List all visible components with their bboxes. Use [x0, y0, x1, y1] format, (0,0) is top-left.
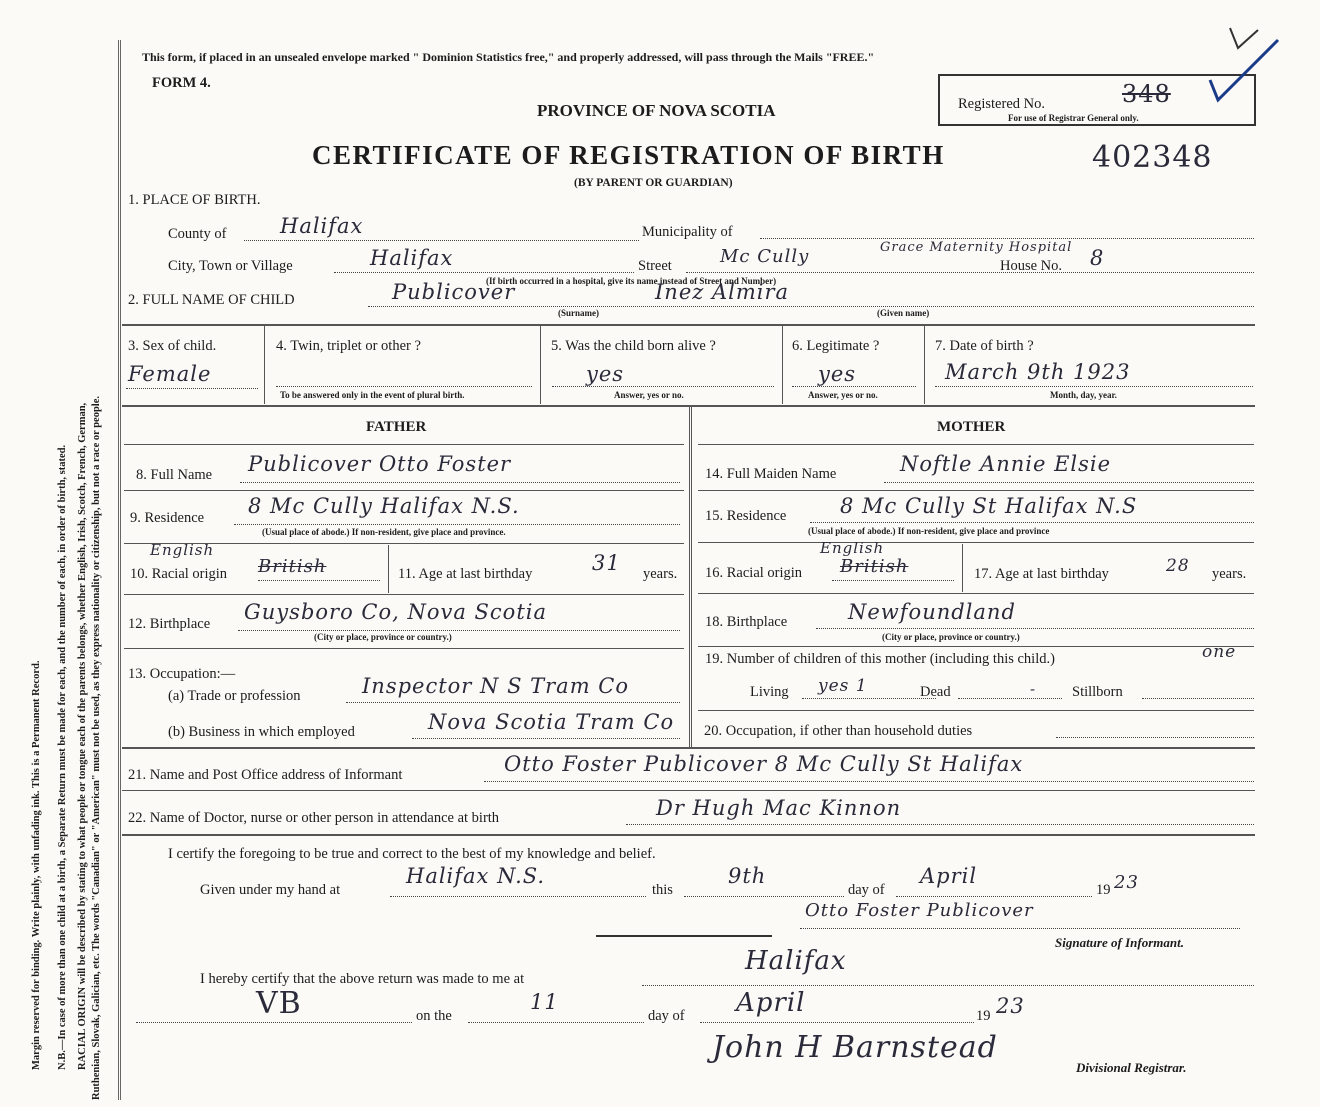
checkmark-icon: [1200, 20, 1290, 110]
mother-occupation-line: [1056, 737, 1254, 738]
surname-caption: (Surname): [558, 308, 599, 318]
divider-a: [264, 326, 265, 404]
reg-day-value: 11: [530, 990, 559, 1014]
registrar-caption: Divisional Registrar.: [1076, 1060, 1187, 1075]
mother-racial-struck: British: [840, 556, 909, 577]
reg-year-prefix: 19: [976, 1008, 991, 1024]
on-the-label: on the: [416, 1008, 452, 1024]
mother-children-value: one: [1202, 642, 1237, 662]
alive-label: 5. Was the child born alive ?: [551, 338, 716, 354]
dob-value: March 9th 1923: [945, 360, 1131, 384]
mother-residence-line: [810, 522, 1254, 523]
sex-label: 3. Sex of child.: [128, 338, 217, 354]
parents-divider: [689, 407, 692, 747]
father-name-line: [240, 482, 680, 483]
father-years-label: years.: [643, 566, 678, 582]
registrar-initials: VB: [256, 986, 302, 1021]
mother-heading: MOTHER: [937, 419, 1006, 435]
mother-living-value: yes 1: [818, 676, 868, 696]
father-rule-1: [124, 490, 684, 491]
father-business-value: Nova Scotia Tram Co: [428, 710, 675, 734]
mother-name-line: [884, 482, 1254, 483]
father-birthplace-label: 12. Birthplace: [128, 616, 211, 632]
margin-note-racial-2: Ruthenian, Slovak, Galician, etc. The words "Canadian" or "American" must not be used, as they express nationality or citizenship, but not a race or people.: [91, 395, 102, 1100]
mother-heading-rule: [698, 444, 1254, 445]
father-age-divider: [388, 545, 389, 593]
mother-racial-label: 16. Racial origin: [705, 565, 803, 581]
mother-birthplace-line: [816, 628, 1254, 629]
reg-year-value: 23: [996, 994, 1025, 1018]
margin-note-binding: Margin reserved for binding. Write plainly, with unfading ink. This is a Permanent Record.: [31, 660, 42, 1070]
twin-note: To be answered only in the event of plural birth.: [280, 390, 465, 400]
mother-racial-value: English: [820, 539, 885, 557]
mother-rule-3: [698, 593, 1254, 594]
dob-note: Month, day, year.: [1050, 390, 1117, 400]
day-line: [684, 896, 844, 897]
reg-month-line: [700, 1022, 974, 1023]
child-given-name: Inez Almira: [655, 280, 790, 304]
divider-c: [782, 326, 783, 404]
mother-residence-value: 8 Mc Cully St Halifax N.S: [840, 494, 1138, 518]
mother-name-label: 14. Full Maiden Name: [705, 466, 837, 482]
father-residence-value: 8 Mc Cully Halifax N.S.: [248, 494, 520, 518]
legitimate-line: [792, 386, 916, 387]
given-name-caption: (Given name): [877, 308, 930, 318]
child-name-line: [368, 306, 1254, 307]
father-trade-line: [346, 702, 680, 703]
father-business-line: [412, 738, 680, 739]
mother-dead-line: [958, 698, 1062, 699]
registrar-note: For use of Registrar General only.: [1008, 113, 1139, 123]
father-racial-struck: British: [258, 556, 327, 577]
father-age-value: 31: [592, 551, 621, 575]
form-number: FORM 4.: [152, 75, 211, 91]
county-value: Halifax: [280, 214, 364, 238]
reg-month-value: April: [736, 988, 806, 1018]
informant-label: 21. Name and Post Office address of Informant: [128, 767, 403, 783]
registrar-statement: I hereby certify that the above return was made to me at: [200, 971, 525, 987]
province-title: PROVINCE OF NOVA SCOTIA: [537, 101, 776, 120]
father-age-label: 11. Age at last birthday: [398, 566, 533, 582]
certificate-title: CERTIFICATE OF REGISTRATION OF BIRTH: [312, 140, 945, 170]
father-heading-rule: [124, 444, 684, 445]
alive-value: yes: [586, 362, 625, 386]
street-value: Mc Cully: [720, 246, 810, 267]
initials-line: [136, 1022, 412, 1023]
mother-age-label: 17. Age at last birthday: [974, 566, 1109, 582]
mother-rule-5: [698, 710, 1254, 711]
informant-signature: Otto Foster Publicover: [805, 900, 1034, 921]
father-trade-value: Inspector N S Tram Co: [362, 674, 630, 698]
month-line: [896, 896, 1092, 897]
mother-birthplace-value: Newfoundland: [848, 600, 1016, 624]
registrar-place: Halifax: [745, 946, 847, 976]
mother-name-value: Noftle Annie Elsie: [900, 452, 1112, 476]
house-label: House No.: [1000, 258, 1063, 274]
father-racial-value: English: [150, 541, 215, 559]
informant-value: Otto Foster Publicover 8 Mc Cully St Halifax: [504, 752, 1024, 776]
mother-residence-note: (Usual place of abode.) If non-resident, give place and province: [808, 526, 1050, 536]
given-under-hand-label: Given under my hand at: [200, 882, 341, 898]
twin-line: [276, 386, 532, 387]
given-place-value: Halifax N.S.: [406, 864, 546, 888]
year-value: 23: [1114, 872, 1139, 893]
father-trade-label: (a) Trade or profession: [168, 688, 301, 704]
year-prefix: 19: [1096, 882, 1111, 898]
rule-5: [122, 834, 1255, 836]
registered-value: 348: [1122, 80, 1171, 108]
legitimate-note: Answer, yes or no.: [808, 390, 878, 400]
mother-birthplace-note: (City or place, province or country.): [882, 632, 1020, 642]
city-line: [334, 272, 634, 273]
registered-label: Registered No.: [958, 96, 1045, 112]
mother-living-label: Living: [750, 684, 789, 700]
street-line: [686, 272, 1254, 273]
father-racial-label: 10. Racial origin: [130, 566, 228, 582]
father-residence-note: (Usual place of abode.) If non-resident, give place and province.: [262, 527, 506, 537]
sex-value: Female: [128, 362, 212, 386]
margin-rule: [118, 40, 121, 1100]
margin-note-nb: N.B.—In case of more than one child at a birth, a Separate Return must be made for each, and the number of each, in order of birth, stated.: [57, 444, 68, 1070]
mother-stillborn-label: Stillborn: [1072, 684, 1123, 700]
county-label: County of: [168, 226, 227, 242]
father-residence-line: [234, 524, 680, 525]
mother-age-divider: [962, 544, 963, 592]
house-value: 8: [1090, 246, 1105, 270]
city-label: City, Town or Village: [168, 258, 293, 274]
reg-day-of-label: day of: [648, 1008, 685, 1024]
mother-racial-line: [832, 580, 954, 581]
hospital-note: (If birth occurred in a hospital, give its name instead of Street and Number): [486, 276, 777, 286]
sex-line: [126, 388, 258, 389]
registrar-place-line: [642, 985, 1254, 986]
father-occupation-label: 13. Occupation:—: [128, 666, 236, 682]
city-value: Halifax: [370, 246, 454, 270]
father-birthplace-value: Guysboro Co, Nova Scotia: [244, 600, 547, 624]
short-rule: [596, 935, 772, 937]
father-rule-3: [124, 594, 684, 595]
father-residence-label: 9. Residence: [130, 510, 205, 526]
mother-dead-value: -: [1030, 680, 1037, 698]
reg-day-line: [468, 1022, 644, 1023]
father-birthplace-note: (City or place, province or country.): [314, 632, 452, 642]
mother-living-line: [802, 698, 936, 699]
mother-stillborn-line: [1142, 698, 1254, 699]
certificate-subtitle: (BY PARENT OR GUARDIAN): [574, 177, 733, 189]
father-racial-line: [258, 580, 380, 581]
alive-line: [552, 386, 774, 387]
father-name-label: 8. Full Name: [136, 467, 213, 483]
mother-rule-1: [698, 490, 1254, 491]
mother-rule-2: [698, 542, 1254, 543]
day-of-label: day of: [848, 882, 885, 898]
place-of-birth-label: 1. PLACE OF BIRTH.: [128, 192, 261, 208]
county-line: [244, 240, 639, 241]
legitimate-label: 6. Legitimate ?: [792, 338, 880, 354]
father-name-value: Publicover Otto Foster: [248, 452, 512, 476]
mother-years-label: years.: [1212, 566, 1247, 582]
father-heading: FATHER: [366, 419, 427, 435]
mailing-notice: This form, if placed in an unsealed envelope marked " Dominion Statistics free," and properly addressed, will pass through the Mails "FREE.": [142, 50, 875, 64]
rule-3: [122, 747, 1255, 749]
mother-occupation-label: 20. Occupation, if other than household duties: [704, 723, 973, 739]
given-place-line: [390, 896, 646, 897]
father-rule-4: [124, 648, 684, 649]
mother-rule-4: [698, 646, 1254, 647]
divider-b: [540, 326, 541, 404]
legitimate-value: yes: [818, 362, 857, 386]
father-birthplace-line: [238, 630, 680, 631]
child-surname: Publicover: [392, 280, 516, 304]
divider-d: [924, 326, 925, 404]
municipality-line: [760, 238, 1254, 239]
mother-children-label: 19. Number of children of this mother (including this child.): [705, 651, 1055, 667]
twin-label: 4. Twin, triplet or other ?: [276, 338, 421, 354]
mother-age-value: 28: [1166, 556, 1190, 576]
month-value: April: [920, 864, 978, 888]
informant-line: [484, 781, 1254, 782]
day-value: 9th: [728, 864, 767, 888]
signature-caption: Signature of Informant.: [1055, 935, 1184, 950]
rule-4: [122, 790, 1255, 791]
doctor-value: Dr Hugh Mac Kinnon: [656, 796, 902, 820]
mother-residence-label: 15. Residence: [705, 508, 787, 524]
rule-1: [122, 324, 1255, 326]
child-name-label: 2. FULL NAME OF CHILD: [128, 292, 295, 308]
doctor-label: 22. Name of Doctor, nurse or other person in attendance at birth: [128, 810, 500, 826]
dob-label: 7. Date of birth ?: [935, 338, 1034, 354]
doctor-line: [626, 824, 1254, 825]
mother-birthplace-label: 18. Birthplace: [705, 614, 788, 630]
certify-statement: I certify the foregoing to be true and correct to the best of my knowledge and belief.: [168, 846, 656, 862]
this-label: this: [652, 882, 673, 898]
registrar-signature: John H Barnstead: [712, 1030, 998, 1065]
alive-note: Answer, yes or no.: [614, 390, 684, 400]
margin-note-racial: RACIAL ORIGIN will be described by stating to what people or tongue each of the parents belongs, whether English, Irish, Scotch, French, German,: [77, 402, 88, 1070]
municipality-label: Municipality of: [642, 224, 733, 240]
street-label: Street: [638, 258, 672, 274]
certificate-number: 402348: [1092, 140, 1213, 175]
dob-line: [935, 386, 1253, 387]
hospital-value: Grace Maternity Hospital: [880, 240, 1073, 255]
father-business-label: (b) Business in which employed: [168, 724, 355, 740]
informant-signature-line: [800, 928, 1240, 929]
mother-dead-label: Dead: [920, 684, 951, 700]
